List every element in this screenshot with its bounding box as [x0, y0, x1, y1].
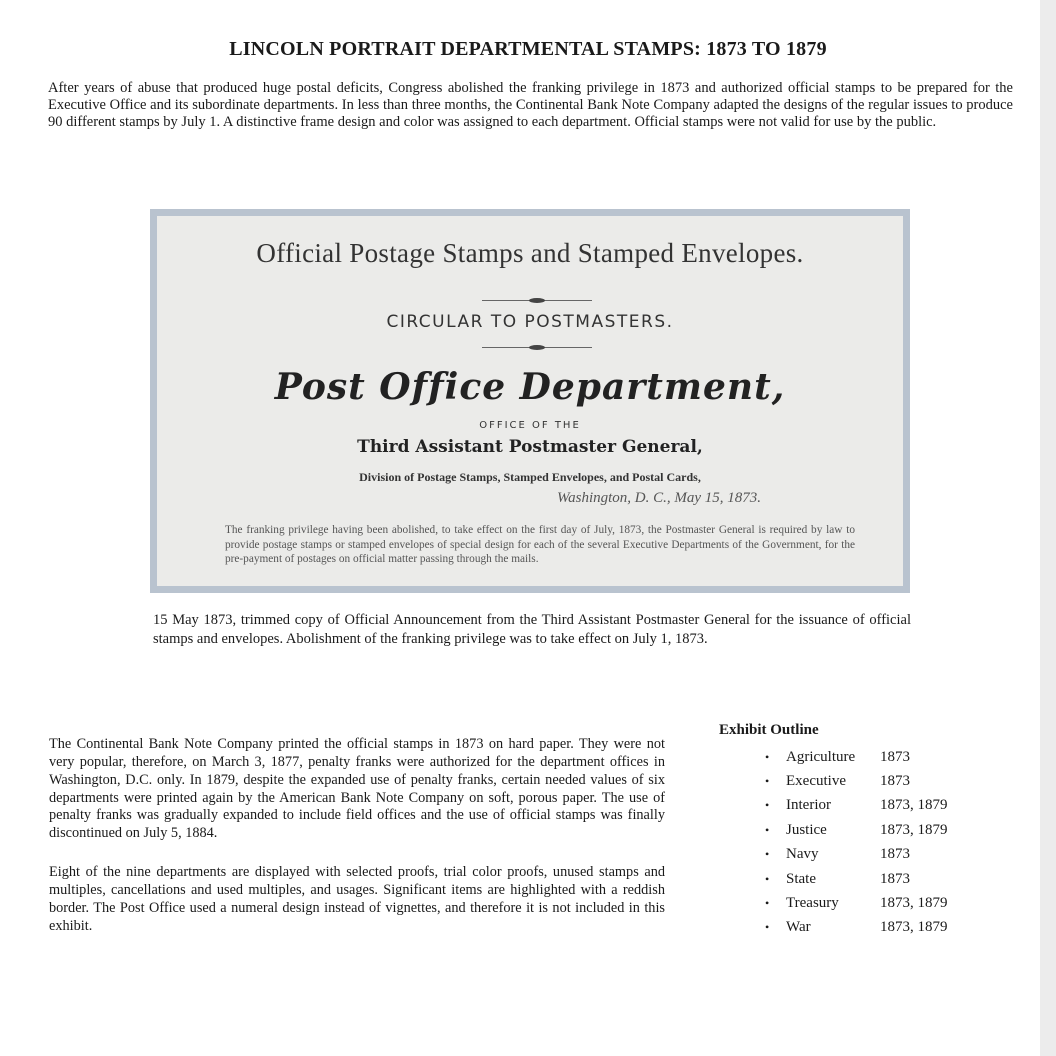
outline-item: [765, 769, 985, 793]
ornament-rule: [482, 347, 592, 348]
outline-years: 1873, 1879: [880, 919, 948, 936]
circular-division: Division of Postage Stamps, Stamped Envelopes, and Postal Cards,: [359, 470, 701, 484]
outline-dept: Justice: [786, 821, 827, 838]
outline-item: [765, 818, 985, 842]
outline-item: [765, 891, 985, 915]
outline-dept: Interior: [786, 797, 831, 814]
ornament-rule: [482, 300, 592, 301]
bullet-icon: •: [765, 822, 770, 837]
bullet-icon: •: [765, 749, 770, 764]
outline-dept: Agriculture: [786, 748, 856, 765]
outline-dept: Treasury: [786, 895, 839, 912]
outline-item: [765, 867, 985, 891]
outline-years: 1873: [880, 773, 910, 790]
outline-item: [765, 745, 985, 769]
bullet-icon: •: [765, 920, 770, 935]
outline-title: Exhibit Outline: [719, 722, 819, 738]
outline-years: 1873, 1879: [880, 895, 948, 912]
outline-years: 1873, 1879: [880, 821, 948, 838]
bullet-icon: •: [765, 847, 770, 862]
outline-years: 1873: [880, 846, 910, 863]
circular-heading: Official Postage Stamps and Stamped Envelopes.: [256, 238, 804, 268]
bullet-icon: •: [765, 896, 770, 911]
page-title: LINCOLN PORTRAIT DEPARTMENTAL STAMPS: 1873 TO 1879: [229, 38, 827, 60]
circular-caption: 15 May 1873, trimmed copy of Official Announcement from the Third Assistant Postmaster General for the issuance of official stamps and envelopes. Abolishment of the franking privilege was to take effect on July 1, 1873.: [153, 612, 911, 647]
outline-years: 1873, 1879: [880, 797, 948, 814]
outline-item: [765, 794, 985, 818]
outline-item: [765, 916, 985, 940]
bullet-icon: •: [765, 798, 770, 813]
outline-dept: State: [786, 870, 816, 887]
bullet-icon: •: [765, 871, 770, 886]
outline-years: 1873: [880, 870, 910, 887]
circular-paper: [157, 216, 903, 586]
bullet-icon: •: [765, 774, 770, 789]
outline-dept: Navy: [786, 846, 819, 863]
circular-subheading: CIRCULAR TO POSTMASTERS.: [386, 312, 674, 332]
outline-dept: Executive: [786, 773, 846, 790]
scan-edge: [1040, 0, 1056, 1056]
outline-years: 1873: [880, 748, 910, 765]
circular-dateline: Washington, D. C., May 15, 1873.: [557, 490, 762, 506]
circular-third-assistant: Third Assistant Postmaster General,: [357, 437, 703, 457]
circular-office-of: OFFICE OF THE: [479, 420, 581, 431]
circular-body: The franking privilege having been abolished, to take effect on the first day of July, 1873, the Postmaster General is required by law to provide postage stamps or stamped envelopes of special design for each of the several Executive Departments of the Government, for the pre-payment of postages on official matter passing through the mails.: [225, 524, 855, 566]
outline-item: [765, 843, 985, 867]
outline-dept: War: [786, 919, 811, 936]
circular-image: [150, 209, 910, 593]
exhibit-outline: [765, 745, 985, 940]
history-paragraph: The Continental Bank Note Company printed the official stamps in 1873 on hard paper. They were not very popular, therefore, on March 3, 1877, penalty franks were authorized for the department offices in Washington, D.C. only. In 1879, despite the expanded use of penalty franks, certain needed values of six departments were printed again by the American Bank Note Company on soft, porous paper. The use of penalty franks was gradually expanded to include field offices and the use of official stamps was finally discontinued on July 5, 1884.: [49, 736, 665, 842]
exhibit-paragraph: Eight of the nine departments are displayed with selected proofs, trial color proofs, unused stamps and multiples, cancellations and used multiples, and usages. Significant items are highlighted with a reddish border. The Post Office used a numeral design instead of vignettes, and therefore it is not included in this exhibit.: [49, 864, 665, 934]
circular-department: Post Office Department,: [274, 366, 786, 408]
intro-paragraph: After years of abuse that produced huge postal deficits, Congress abolished the franking privilege in 1873 and authorized official stamps to be prepared for the Executive Office and its subordinate departments. In less than three months, the Continental Bank Note Company adapted the designs of the regular issues to produce 90 different stamps by July 1. A distinctive frame design and color was assigned to each department. Official stamps were not valid for use by the public.: [48, 80, 1013, 130]
